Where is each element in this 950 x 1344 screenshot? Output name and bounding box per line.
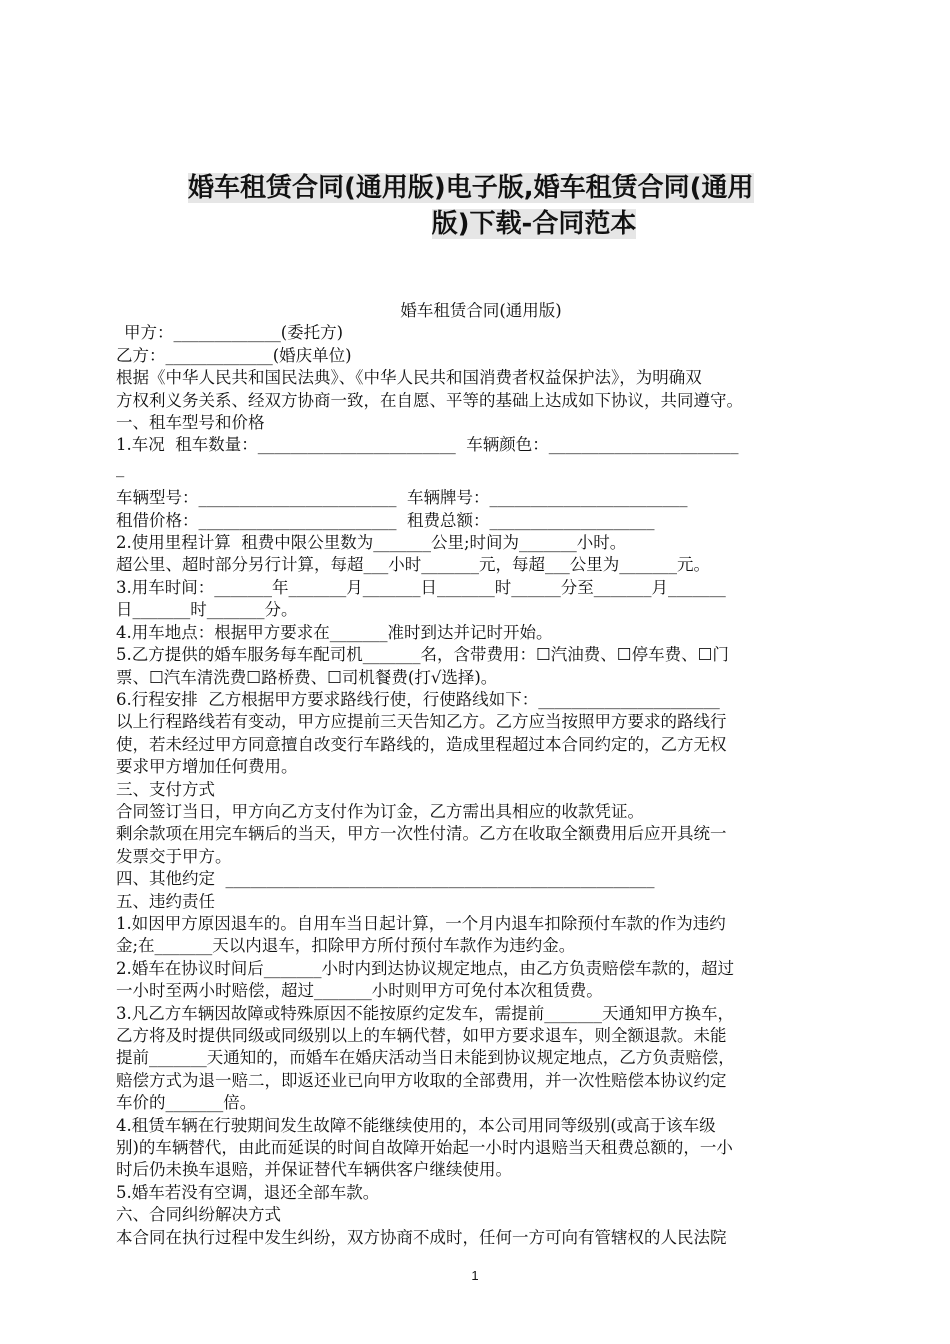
text-line: 3.用车时间：_______年_______月_______日_______时______分至_______月_______ [116, 577, 726, 597]
text-line: 金;在_______天以内退车，扣除甲方所付预付车款作为违约金。 [116, 936, 576, 956]
text-line: 租借价格：________________________ 租费总额：____________________ [116, 510, 655, 530]
section-heading: 三、支付方式 [116, 779, 215, 799]
text-line: 别)的车辆替代，由此而延误的时间自故障开始起一小时内退赔当天租费总额的，一小 [116, 1138, 733, 1158]
text-line: 根据《中华人民共和国民法典》、《中华人民共和国消费者权益保护法》，为明确双 [116, 368, 702, 388]
text-line: 使，若未经过甲方同意擅自改变行车路线的，造成里程超过本合同约定的，乙方无权 [116, 734, 727, 754]
text-line: 提前_______天通知的，而婚车在婚庆活动当日未能到协议规定地点，乙方负责赔偿， [116, 1048, 735, 1068]
text-line: 超公里、超时部分另行计算，每超___小时_______元，每超___公里为_______元。 [116, 555, 710, 575]
text-line: 乙方将及时提供同级或同级别以上的车辆代替，如甲方要求退车，则全额退款。未能 [116, 1026, 727, 1045]
text-line: 4.租赁车辆在行驶期间发生故障不能继续使用的，本公司用同等级别(或高于该车级 [116, 1115, 716, 1135]
page-title [188, 170, 820, 242]
text-line: 发票交于甲方。 [116, 846, 232, 866]
text-line: 以上行程路线若有变动，甲方应提前三天告知乙方。乙方应当按照甲方要求的路线行 [116, 712, 727, 732]
text-line: 车辆型号：________________________ 车辆牌号：________________________ [116, 488, 688, 508]
text-line: 票、☐汽车清洗费☐路桥费、☐司机餐费(打√选择)。 [116, 667, 498, 687]
title-line-2: 版)下载-合同范本 [431, 209, 637, 239]
title-line-1: 婚车租赁合同(通用版)电子版,婚车租赁合同(通用 [188, 173, 754, 203]
section-heading: 一、租车型号和价格 [116, 413, 265, 433]
text-line: 要求甲方增加任何费用。 [116, 757, 298, 777]
text-line: 2.婚车在协议时间后_______小时内到达协议规定地点，由乙方负责赔偿车款的，超过 [116, 958, 734, 978]
text-line: 赔偿方式为退一赔二，即返还业已向甲方收取的全部费用，并一次性赔偿本协议约定 [116, 1070, 727, 1090]
text-line: _ [116, 457, 125, 477]
text-line: 6.行程安排 乙方根据甲方要求路线行使，行使路线如下：______________________ [116, 689, 720, 709]
section-heading: 五、违约责任 [116, 891, 215, 911]
text-line: 一小时至两小时赔偿，超过_______小时则甲方可免付本次租赁费。 [116, 981, 603, 1001]
text-line: 方权利义务关系、经双方协商一致，在自愿、平等的基础上达成如下协议，共同遵守。 [116, 390, 743, 410]
text-line: 乙方：_____________(婚庆单位) [116, 345, 352, 365]
text-line: 剩余款项在用完车辆后的当天，甲方一次性付清。乙方在收取全额费用后应开具统一 [116, 824, 727, 844]
text-line: 5.乙方提供的婚车服务每车配司机_______名，含带费用：☐汽油费、☐停车费、☐门 [116, 645, 729, 665]
text-line: 时后仍未换车退赔，并保证替代车辆供客户继续使用。 [116, 1160, 512, 1180]
text-line: 5.婚车若没有空调，退还全部车款。 [116, 1182, 380, 1202]
text-line: 日_______时_______分。 [116, 600, 298, 620]
page-number: 1 [471, 1268, 479, 1283]
section-heading: 六、合同纠纷解决方式 [116, 1205, 281, 1225]
contract-heading: 婚车租赁合同(通用版) [400, 301, 562, 320]
text-line: 2.使用里程计算 租费中限公里数为_______公里;时间为_______小时。 [116, 533, 627, 553]
contract-body [116, 300, 836, 1249]
section-heading: 四、其他约定 ____________________________________________________ [116, 869, 655, 889]
text-line: 车价的_______倍。 [116, 1093, 257, 1113]
text-line: 本合同在执行过程中发生纠纷，双方协商不成时，任何一方可向有管辖权的人民法院 [116, 1227, 727, 1247]
text-line: 3.凡乙方车辆因故障或特殊原因不能按原约定发车，需提前_______天通知甲方换车， [116, 1003, 734, 1023]
text-line: 甲方：_____________(委托方) [124, 323, 344, 343]
text-line: 1.车况 租车数量：________________________ 车辆颜色：_______________________ [116, 435, 739, 455]
text-line: 合同签订当日，甲方向乙方支付作为订金，乙方需出具相应的收款凭证。 [116, 801, 644, 821]
text-line: 4.用车地点：根据甲方要求在_______准时到达并记时开始。 [116, 622, 553, 642]
text-line: 1.如因甲方原因退车的。自用车当日起计算，一个月内退车扣除预付车款的作为违约 [116, 913, 726, 933]
